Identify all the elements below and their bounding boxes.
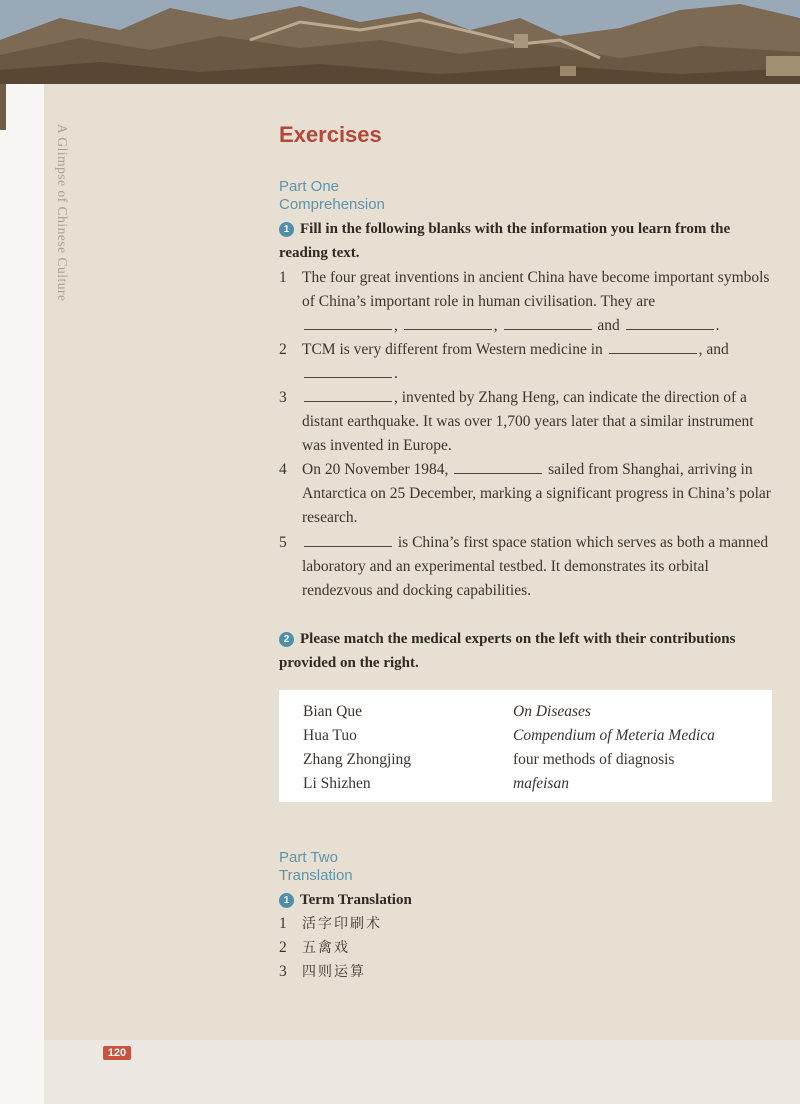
answer-blank[interactable] (626, 315, 714, 330)
part-two-sublabel: Translation (279, 867, 353, 884)
part-one-label: Part One (279, 178, 340, 195)
contributions-column (513, 700, 715, 796)
answer-blank[interactable] (304, 387, 392, 402)
page-number: 120 (103, 1046, 131, 1060)
page-title: Exercises (279, 122, 382, 147)
list-item (279, 912, 774, 936)
list-item (279, 386, 774, 458)
and-text: and (597, 317, 620, 334)
number-bullet-icon: 1 (279, 222, 294, 237)
item-text: is China’s first space station which serves as both a manned laboratory and an experimental testbed. It demonstrates its orbital rendezvous and docking capabilities. (302, 534, 769, 599)
part-two-label: Part Two (279, 849, 338, 866)
expert-item: Zhang Zhongjing (303, 751, 412, 768)
item-text: , invented by Zhang Heng, can indicate the direction of a distant earthquake. It was over 1,700 years later that a similar instrument was invented in Europe. (302, 389, 754, 454)
item-text: , and (698, 341, 729, 358)
contribution-item: Compendium of Meteria Medica (513, 727, 715, 744)
answer-blank[interactable] (404, 315, 492, 330)
item-number: 1 (279, 269, 287, 286)
question-1-text: Fill in the following blanks with the information you learn from the reading text. (279, 221, 731, 261)
contribution-item: four methods of diagnosis (513, 751, 675, 768)
chinese-term: 活字印刷术 (302, 916, 382, 932)
header-photo (0, 0, 800, 84)
question-2-title (279, 627, 774, 675)
chinese-term: 四则运算 (302, 964, 366, 980)
comma-text: , (493, 317, 498, 334)
side-running-title: A Glimpse of Chinese Culture (55, 124, 70, 302)
number-bullet-icon: 1 (279, 893, 294, 908)
answer-blank[interactable] (304, 532, 392, 547)
list-item (279, 338, 774, 386)
chinese-term: 五禽戏 (302, 940, 350, 956)
period-text: . (394, 365, 398, 382)
answer-blank[interactable] (504, 315, 592, 330)
list-item (279, 458, 774, 530)
expert-item: Hua Tuo (303, 727, 357, 744)
matching-box (279, 690, 772, 802)
page-footer-strip (44, 1040, 800, 1104)
item-number: 5 (279, 534, 287, 551)
item-number: 3 (279, 389, 287, 406)
contribution-item: On Diseases (513, 703, 591, 720)
item-number: 2 (279, 341, 287, 358)
answer-blank[interactable] (454, 459, 542, 474)
comma-text: , (394, 317, 398, 334)
term-translation-text: Term Translation (300, 892, 412, 908)
expert-item: Bian Que (303, 703, 362, 720)
question-1-title (279, 217, 774, 265)
contribution-item: mafeisan (513, 775, 569, 792)
item-number: 2 (279, 939, 287, 956)
page-spine (0, 84, 44, 1104)
expert-item: Li Shizhen (303, 775, 371, 792)
item-text: The four great inventions in ancient China have become important symbols of China’s important role in human civilisation. They are (302, 269, 770, 310)
part-two-heading (279, 849, 353, 885)
question-2-text: Please match the medical experts on the left with their contributions provided on the right. (279, 631, 736, 671)
part-one-heading (279, 178, 385, 214)
item-number: 1 (279, 915, 287, 932)
item-text: On 20 November 1984, (302, 461, 449, 478)
spine-edge (0, 84, 6, 130)
experts-column (303, 700, 411, 796)
part-one-sublabel: Comprehension (279, 196, 385, 213)
list-item (279, 531, 774, 603)
item-number: 3 (279, 963, 287, 980)
number-bullet-icon: 2 (279, 632, 294, 647)
list-item (279, 960, 774, 984)
period-text: . (715, 317, 720, 334)
item-text: TCM is very different from Western medicine in (302, 341, 603, 358)
list-item (279, 266, 774, 338)
term-translation-title (279, 888, 774, 912)
answer-blank[interactable] (609, 339, 697, 354)
answer-blank[interactable] (304, 363, 392, 378)
item-number: 4 (279, 461, 287, 478)
answer-blank[interactable] (304, 315, 392, 330)
item-text: sailed from Shanghai, arriving in Antarctica on 25 December, marking a significant progress in China’s polar research. (302, 461, 771, 526)
list-item (279, 936, 774, 960)
